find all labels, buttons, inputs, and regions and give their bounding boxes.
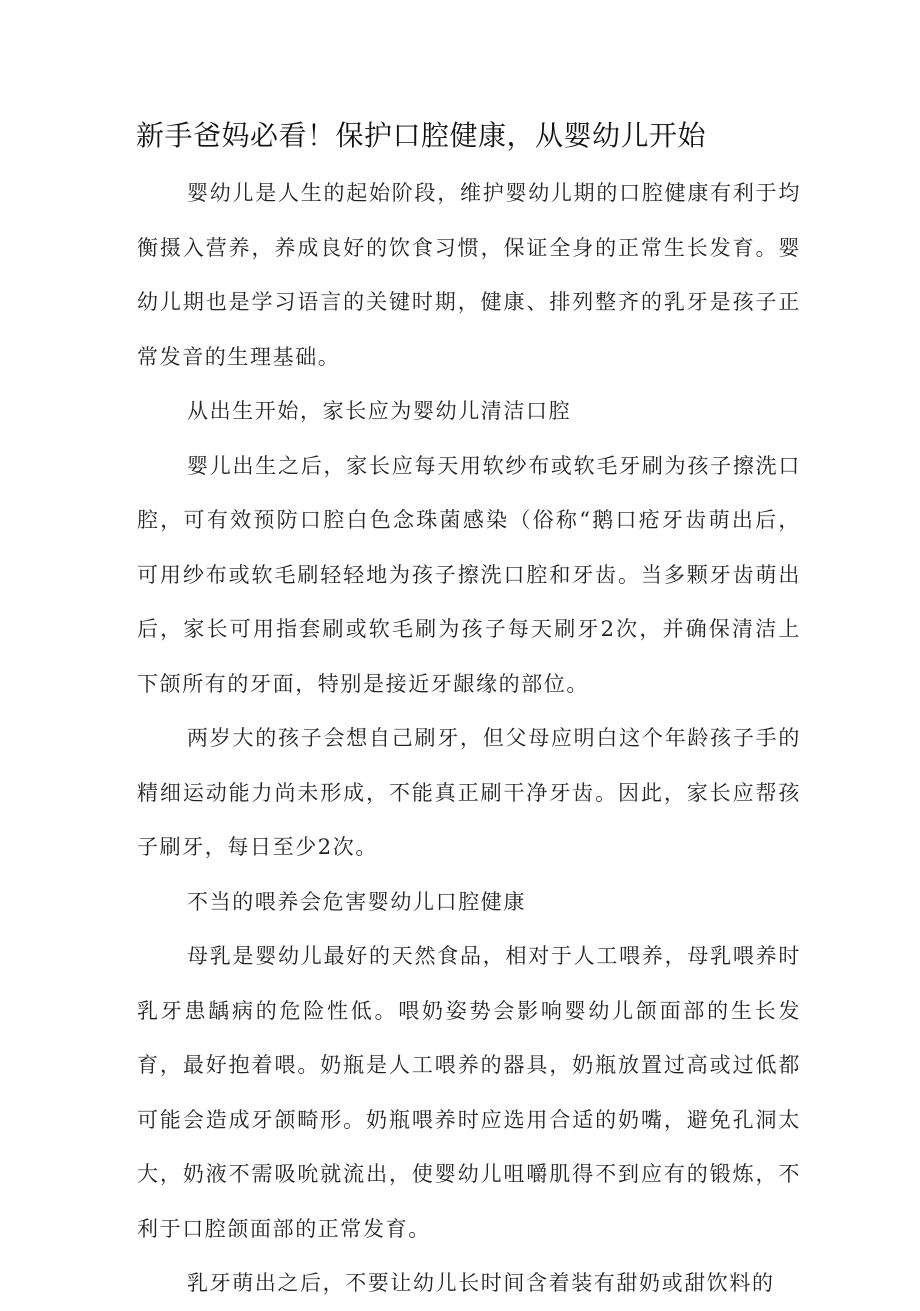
paragraph: 乳牙萌出之后，不要让幼儿长时间含着装有甜奶或甜饮料的 [187, 1271, 775, 1295]
document-body [137, 166, 801, 1311]
paragraph: 两岁大的孩子会想自己刷牙，但父母应明白这个年龄孩子手的精细运动能力尚未形成，不能真正刷干净牙齿。因此，家长应帮孩子刷牙，每日至少2次。 [137, 726, 801, 859]
document-title: 新手爸妈必看！保护口腔健康，从婴幼儿开始 [136, 119, 707, 152]
paragraph: 婴儿出生之后，家长应每天用软纱布或软毛牙刷为孩子擦洗口腔，可有效预防口腔白色念珠菌感染（俗称“鹅口疮牙齿萌出后，可用纱布或软毛刷轻轻地为孩子擦洗口腔和牙齿。当多颗牙齿萌出后，家长可用指套刷或软毛刷为孩子每天刷牙2次，并确保清洁上下颌所有的牙面，特别是接近牙龈缘的部位。 [137, 453, 801, 696]
section-heading: 从出生开始，家长应为婴幼儿清洁口腔 [187, 399, 572, 423]
paragraph: 婴幼儿是人生的起始阶段，维护婴幼儿期的口腔健康有利于均衡摄入营养，养成良好的饮食习惯，保证全身的正常生长发育。婴幼儿期也是学习语言的关键时期，健康、排列整齐的乳牙是孩子正常发音的生理基础。 [137, 181, 801, 369]
paragraph: 母乳是婴幼儿最好的天然食品，相对于人工喂养，母乳喂养时乳牙患龋病的危险性低。喂奶姿势会影响婴幼儿颌面部的生长发育，最好抱着喂。奶瓶是人工喂养的器具，奶瓶放置过高或过低都可能会造成牙颌畸形。奶瓶喂养时应选用合适的奶嘴，避免孔洞太大，奶液不需吸吮就流出，使婴幼儿咀嚼肌得不到应有的锻炼，不利于口腔颌面部的正常发育。 [137, 944, 801, 1241]
section-heading: 不当的喂养会危害婴幼儿口腔健康 [187, 889, 526, 914]
